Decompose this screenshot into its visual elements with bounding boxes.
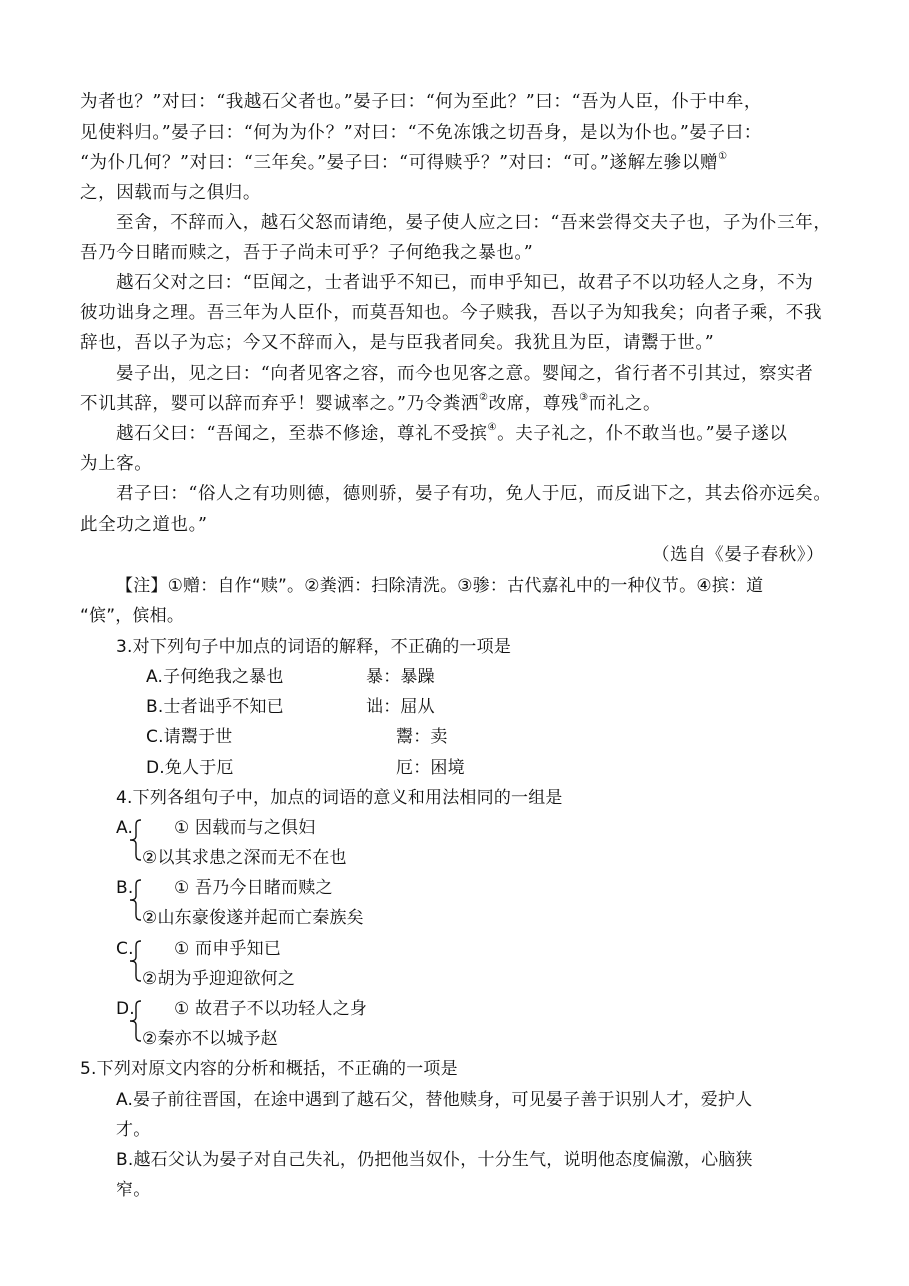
- option-text: B.越石父认为晏子对自己失礼，仍把他当奴仆，十分生气，说明他态度偏激，心脑狭: [116, 1150, 753, 1170]
- passage-line: 见使料归。”晏子曰：“何为为仆？”对曰：“不免冻饿之切吾身，是以为仆也。”晏子曰：: [80, 123, 762, 143]
- option-text: 窄。: [116, 1180, 151, 1200]
- option-sentence: D.免人于厄: [146, 758, 234, 778]
- option-text: A.晏子前往晋国，在途中遇到了越石父，替他赎身，可见晏子善于识别人才，爱护人: [116, 1090, 753, 1110]
- passage-line: 辞也，吾以子为忘；今又不辞而入，是与臣我者同矣。我犹且为臣，请鬻于世。”: [80, 333, 715, 353]
- question-stem: 3.对下列句子中加点的词语的解释，不正确的一项是: [116, 637, 512, 657]
- question-stem: 5.下列对原文内容的分析和概括，不正确的一项是: [80, 1059, 458, 1079]
- passage-line: 为上客。: [80, 454, 153, 474]
- option-sentence: C.请鬻于世: [146, 727, 233, 747]
- question-stem: 4.下列各组句子中，加点的词语的意义和用法相同的一组是: [116, 788, 563, 808]
- passage-line: 吾乃今日睹而赎之，吾于子尚未可乎？子何绝我之暴也。”: [80, 243, 534, 263]
- brace-icon: [128, 878, 142, 922]
- brace-icon: [128, 939, 142, 983]
- option-letter: A.: [116, 818, 134, 838]
- option-sentence-1: ① 吾乃今日睹而赎之: [174, 878, 333, 898]
- passage-line: 越石父曰：“吾闻之，至恭不修途，尊礼不受摈④。夫子礼之，仆不敢当也。”晏子遂以: [116, 422, 788, 444]
- option-sentence-2: ②胡为乎迎迎欲何之: [142, 969, 296, 989]
- brace-icon: [128, 818, 142, 862]
- option-sentence-1: ① 故君子不以功轻人之身: [174, 999, 368, 1019]
- passage-line: 晏子出，见之曰：“向者见客之容，而今也见客之意。婴闻之，省行者不引其过，察实者: [116, 364, 814, 384]
- option-sentence-2: ②山东豪俊遂并起而亡秦族矣: [142, 908, 364, 928]
- passage-line: 彼功诎身之理。吾三年为人臣仆，而莫吾知也。今子赎我，吾以子为知我矣；向者子乘，不我: [80, 303, 823, 323]
- passage-line: 至舍，不辞而入，越石父怒而请绝，晏子使人应之曰：“吾来尝得交夫子也，子为仆三年，: [116, 213, 832, 233]
- passage-line: 为者也？”对曰：“我越石父者也。”晏子曰：“何为至此？”曰：“吾为人臣，仆于中牟，: [80, 92, 763, 112]
- option-sentence-1: ① 而申乎知已: [174, 939, 282, 959]
- option-sentence-2: ②以其求患之深而无不在也: [142, 848, 347, 868]
- option-letter: D.: [116, 999, 135, 1019]
- passage-line: 越石父对之曰：“臣闻之，士者诎乎不知已，而申乎知已，故君子不以功轻人之身，不为: [116, 273, 814, 293]
- brace-icon: [128, 999, 142, 1043]
- option-gloss: 诎：屈从: [366, 697, 435, 717]
- option-sentence: A.子何绝我之暴也: [146, 667, 284, 687]
- option-gloss: 暴：暴躁: [366, 667, 435, 687]
- footnote-mark: ①: [718, 151, 728, 163]
- passage-line: 君子曰：“俗人之有功则德，德则骄，晏子有功，免人于厄，而反诎下之，其去俗亦远矣。: [116, 484, 832, 504]
- option-gloss: 厄：困境: [396, 758, 465, 778]
- passage-line: “为仆几何？”对曰：“三年矣。”晏子曰：“可得赎乎？”对曰：“可。”遂解左骖以赠①: [80, 151, 728, 173]
- footnote-mark: ④: [487, 422, 498, 434]
- option-gloss: 鬻：卖: [396, 727, 448, 747]
- option-sentence-2: ②秦亦不以城予赵: [142, 1029, 278, 1049]
- source-citation: （选自《晏子春秋》）: [652, 545, 825, 565]
- passage-line: 不讥其辞，婴可以辞而弃乎！婴诚率之。”乃令粪洒②改席，尊残③而礼之。: [80, 392, 662, 414]
- option-letter: B.: [116, 878, 134, 898]
- notes-line: 【注】①赠：自作“赎”。②粪洒：扫除清洗。③骖：古代嘉礼中的一种仪节。④摈：道: [116, 576, 764, 596]
- option-letter: C.: [116, 939, 134, 959]
- passage-line: 此全功之道也。”: [80, 515, 208, 535]
- option-sentence: B.士者诎乎不知已: [146, 697, 284, 717]
- passage-line: 之，因载而与之俱归。: [80, 183, 261, 203]
- notes-line: “傧”，傧相。: [80, 606, 185, 626]
- option-sentence-1: ① 因载而与之俱妇: [174, 818, 316, 838]
- footnote-mark: ②: [479, 392, 489, 404]
- option-text: 才。: [116, 1120, 151, 1140]
- footnote-mark: ③: [579, 392, 589, 404]
